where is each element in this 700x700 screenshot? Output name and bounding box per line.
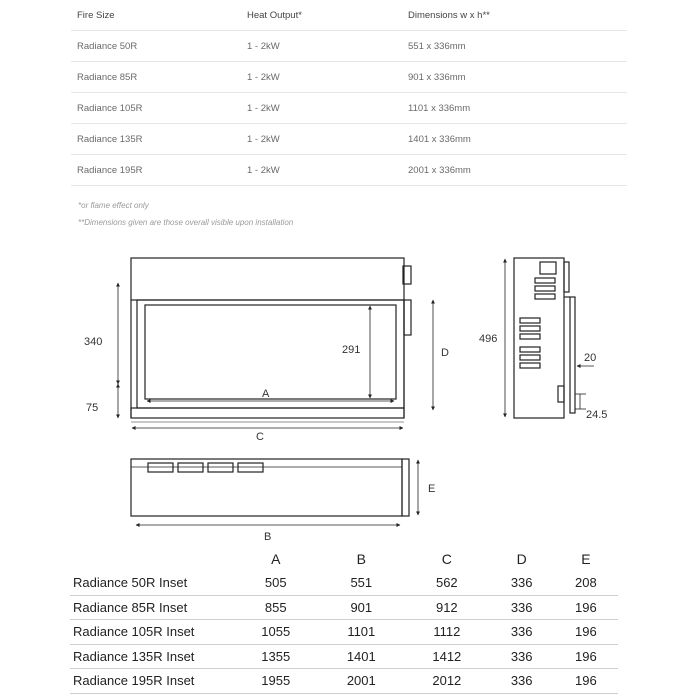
side-vent-3 bbox=[535, 294, 555, 299]
dim-row bbox=[70, 620, 618, 645]
dim-cell-d: 336 bbox=[490, 644, 554, 669]
label-75: 75 bbox=[86, 402, 99, 414]
side-vent-7 bbox=[520, 347, 540, 352]
top-vent-2 bbox=[178, 463, 203, 472]
dim-cell-d: 336 bbox=[490, 620, 554, 645]
label-291: 291 bbox=[342, 344, 361, 356]
side-top-vent bbox=[540, 262, 556, 274]
label-24-5: 24.5 bbox=[586, 409, 608, 421]
dim-header-b: B bbox=[356, 550, 366, 567]
spec-cell-dimensions: 1401 x 336mm bbox=[402, 124, 627, 155]
label-20: 20 bbox=[584, 352, 597, 364]
fire-spec-table bbox=[71, 0, 627, 186]
dim-cell-d: 336 bbox=[490, 595, 554, 620]
dim-header-model bbox=[70, 546, 233, 571]
footnote-heat-output: *or flame effect only bbox=[78, 201, 149, 210]
dim-cell-e: 196 bbox=[554, 669, 618, 694]
dim-cell-a: 505 bbox=[233, 571, 319, 595]
label-d: D bbox=[441, 347, 449, 359]
spec-cell-dimensions: 551 x 336mm bbox=[402, 31, 627, 62]
dim-row bbox=[70, 571, 618, 595]
front-top-housing bbox=[131, 258, 404, 300]
side-view bbox=[514, 258, 575, 418]
top-view bbox=[131, 459, 409, 516]
dim-row bbox=[70, 595, 618, 620]
side-front-panel bbox=[570, 297, 575, 413]
front-base bbox=[131, 408, 404, 418]
top-front-flange bbox=[402, 459, 409, 516]
dim-cell-a: 1355 bbox=[233, 644, 319, 669]
spec-row bbox=[71, 31, 627, 62]
dim-cell-d: 336 bbox=[490, 669, 554, 694]
front-side-tab bbox=[404, 300, 411, 335]
spec-cell-name: Radiance 105R bbox=[71, 93, 241, 124]
label-496: 496 bbox=[479, 333, 498, 345]
dim-cell-c: 1112 bbox=[404, 620, 490, 645]
side-vent-4 bbox=[520, 318, 540, 323]
spec-header-row bbox=[71, 0, 627, 31]
dim-cell-b: 901 bbox=[319, 595, 405, 620]
dim-cell-b: 2001 bbox=[319, 669, 405, 694]
dim-cell-c: 912 bbox=[404, 595, 490, 620]
label-c: C bbox=[256, 431, 264, 443]
side-vent-5 bbox=[520, 326, 540, 331]
top-vent-4 bbox=[238, 463, 263, 472]
side-top-flange bbox=[564, 262, 569, 292]
spec-cell-name: Radiance 50R bbox=[71, 31, 241, 62]
spec-cell-dimensions: 901 x 336mm bbox=[402, 62, 627, 93]
spec-row bbox=[71, 124, 627, 155]
dim-cell-a: 1055 bbox=[233, 620, 319, 645]
label-340: 340 bbox=[84, 336, 103, 348]
dim-cell-c: 562 bbox=[404, 571, 490, 595]
dim-row bbox=[70, 669, 618, 694]
spec-row bbox=[71, 155, 627, 186]
spec-row bbox=[71, 93, 627, 124]
dim-cell-e: 196 bbox=[554, 595, 618, 620]
spec-cell-heat: 1 - 2kW bbox=[241, 62, 402, 93]
label-b: B bbox=[264, 531, 272, 543]
spec-row bbox=[71, 62, 627, 93]
side-vent-6 bbox=[520, 334, 540, 339]
spec-cell-heat: 1 - 2kW bbox=[241, 124, 402, 155]
dim-header-row bbox=[70, 546, 618, 571]
dim-header-e: E bbox=[581, 550, 591, 567]
label-e: E bbox=[428, 483, 436, 495]
top-body bbox=[131, 459, 402, 516]
dim-cell-model: Radiance 105R Inset bbox=[70, 620, 233, 645]
dim-cell-a: 1955 bbox=[233, 669, 319, 694]
dimensions-table bbox=[70, 546, 618, 694]
dim-row bbox=[70, 644, 618, 669]
dim-cell-model: Radiance 195R Inset bbox=[70, 669, 233, 694]
top-vent-1 bbox=[148, 463, 173, 472]
spec-cell-heat: 1 - 2kW bbox=[241, 93, 402, 124]
label-a: A bbox=[262, 388, 270, 400]
dim-header-c: C bbox=[441, 550, 452, 567]
spec-cell-dimensions: 2001 x 336mm bbox=[402, 155, 627, 186]
col-dimensions-header: Dimensions w x h** bbox=[402, 0, 627, 31]
spec-cell-name: Radiance 135R bbox=[71, 124, 241, 155]
spec-cell-heat: 1 - 2kW bbox=[241, 155, 402, 186]
dim-cell-b: 1401 bbox=[319, 644, 405, 669]
spec-cell-name: Radiance 85R bbox=[71, 62, 241, 93]
technical-drawing bbox=[0, 235, 700, 545]
top-vent-3 bbox=[208, 463, 233, 472]
footnote-dimensions: **Dimensions given are those overall visible upon installation bbox=[78, 218, 294, 227]
dim-cell-model: Radiance 50R Inset bbox=[70, 571, 233, 595]
dim-cell-model: Radiance 85R Inset bbox=[70, 595, 233, 620]
dim-cell-b: 551 bbox=[319, 571, 405, 595]
dim-cell-d: 336 bbox=[490, 571, 554, 595]
spec-cell-dimensions: 1101 x 336mm bbox=[402, 93, 627, 124]
side-vent-9 bbox=[520, 363, 540, 368]
front-frame bbox=[137, 300, 404, 408]
side-vent-2 bbox=[535, 286, 555, 291]
side-vent-1 bbox=[535, 278, 555, 283]
col-heat-output-header: Heat Output* bbox=[241, 0, 402, 31]
spec-cell-name: Radiance 195R bbox=[71, 155, 241, 186]
dim-cell-e: 196 bbox=[554, 644, 618, 669]
dim-cell-e: 208 bbox=[554, 571, 618, 595]
dim-cell-c: 1412 bbox=[404, 644, 490, 669]
col-fire-size-header: Fire Size bbox=[71, 0, 241, 31]
dim-cell-b: 1101 bbox=[319, 620, 405, 645]
dim-cell-e: 196 bbox=[554, 620, 618, 645]
dim-header-d: D bbox=[516, 550, 527, 567]
dim-cell-a: 855 bbox=[233, 595, 319, 620]
dim-cell-model: Radiance 135R Inset bbox=[70, 644, 233, 669]
side-bracket bbox=[558, 386, 564, 402]
side-vent-8 bbox=[520, 355, 540, 360]
dim-header-a: A bbox=[271, 550, 281, 567]
side-body bbox=[514, 258, 564, 418]
dim-cell-c: 2012 bbox=[404, 669, 490, 694]
spec-cell-heat: 1 - 2kW bbox=[241, 31, 402, 62]
front-view bbox=[131, 258, 411, 422]
